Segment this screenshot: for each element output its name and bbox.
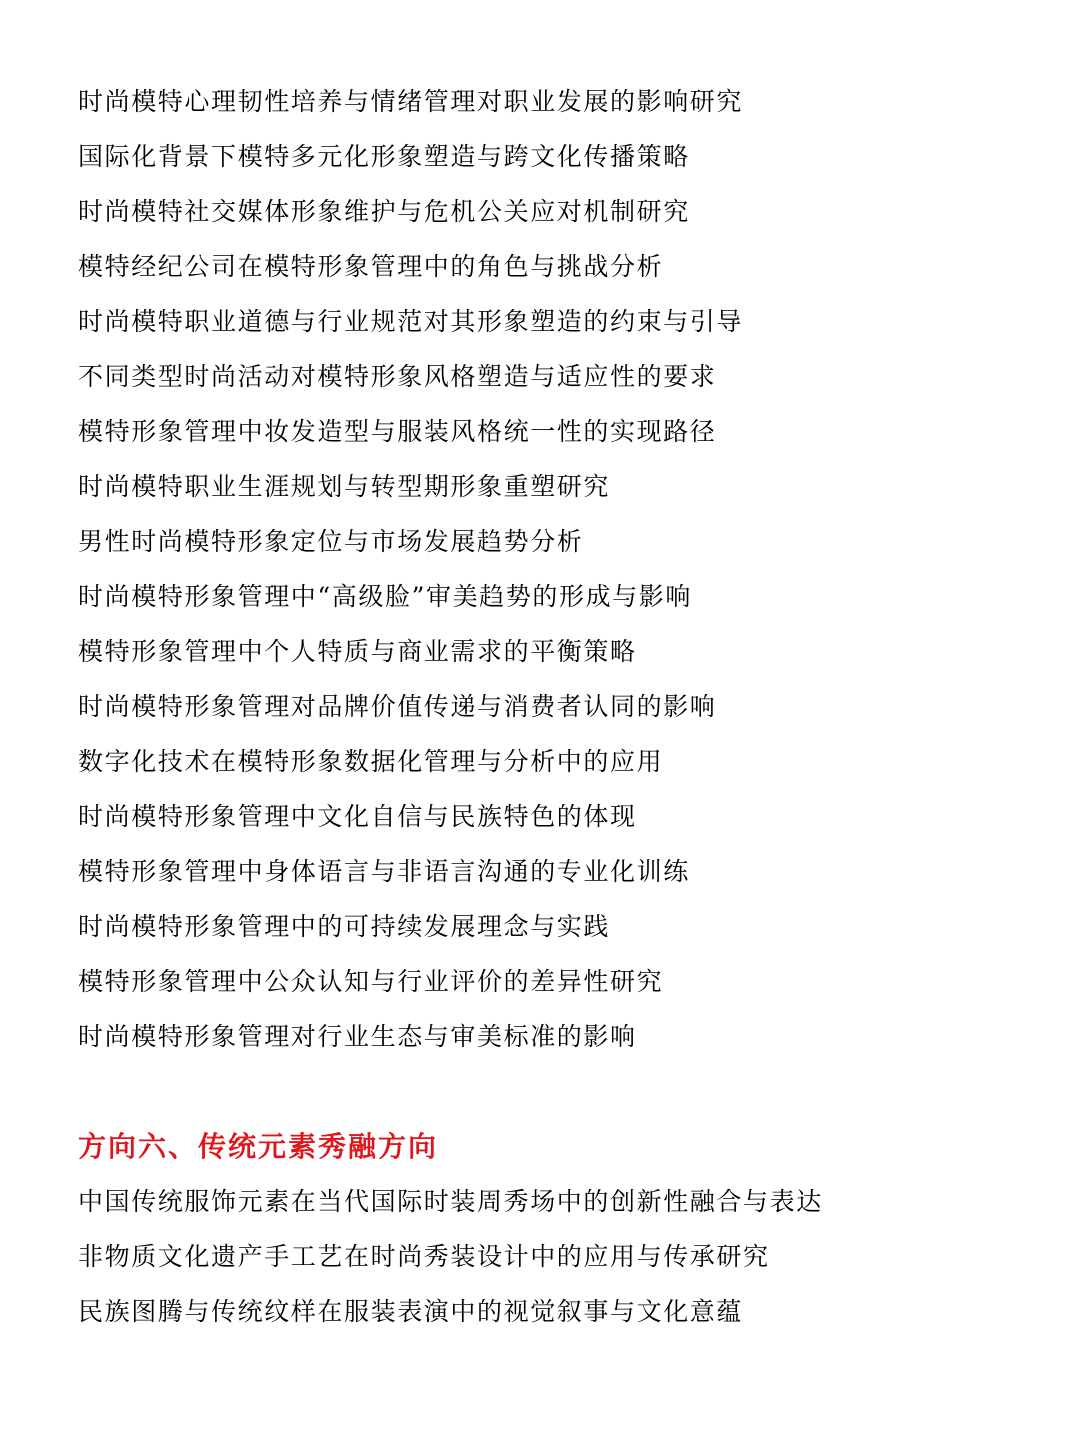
topic-item: 时尚模特职业生涯规划与转型期形象重塑研究 — [78, 472, 611, 501]
topic-item: 数字化技术在模特形象数据化管理与分析中的应用 — [78, 747, 664, 776]
topic-item: 不同类型时尚活动对模特形象风格塑造与适应性的要求 — [78, 362, 717, 391]
topic-item: 时尚模特形象管理中文化自信与民族特色的体现 — [78, 802, 637, 831]
topic-item: 模特形象管理中妆发造型与服装风格统一性的实现路径 — [78, 417, 717, 446]
topic-item: 时尚模特心理韧性培养与情绪管理对职业发展的影响研究 — [78, 87, 744, 116]
topic-item: 国际化背景下模特多元化形象塑造与跨文化传播策略 — [78, 142, 690, 171]
section-heading: 方向六、传统元素秀融方向 — [78, 1130, 439, 1163]
topic-item: 时尚模特形象管理中的可持续发展理念与实践 — [78, 912, 611, 941]
section-topic-item: 民族图腾与传统纹样在服装表演中的视觉叙事与文化意蕴 — [78, 1297, 744, 1326]
topic-item: 男性时尚模特形象定位与市场发展趋势分析 — [78, 527, 584, 556]
section-topic-item: 非物质文化遗产手工艺在时尚秀装设计中的应用与传承研究 — [78, 1242, 770, 1271]
topic-item: 模特形象管理中身体语言与非语言沟通的专业化训练 — [78, 857, 690, 886]
section-topic-item: 中国传统服饰元素在当代国际时装周秀场中的创新性融合与表达 — [78, 1187, 823, 1216]
topic-item: 模特经纪公司在模特形象管理中的角色与挑战分析 — [78, 252, 664, 281]
topic-item: 时尚模特职业道德与行业规范对其形象塑造的约束与引导 — [78, 307, 744, 336]
topic-item: 时尚模特形象管理对行业生态与审美标准的影响 — [78, 1022, 637, 1051]
section-topic-list — [78, 1174, 823, 1339]
topic-item: 时尚模特形象管理对品牌价值传递与消费者认同的影响 — [78, 692, 717, 721]
topic-item: 时尚模特社交媒体形象维护与危机公关应对机制研究 — [78, 197, 690, 226]
topic-item: 时尚模特形象管理中“高级脸”审美趋势的形成与影响 — [78, 582, 692, 611]
topic-item: 模特形象管理中公众认知与行业评价的差异性研究 — [78, 967, 664, 996]
topic-list — [78, 74, 743, 1064]
topic-item: 模特形象管理中个人特质与商业需求的平衡策略 — [78, 637, 637, 666]
